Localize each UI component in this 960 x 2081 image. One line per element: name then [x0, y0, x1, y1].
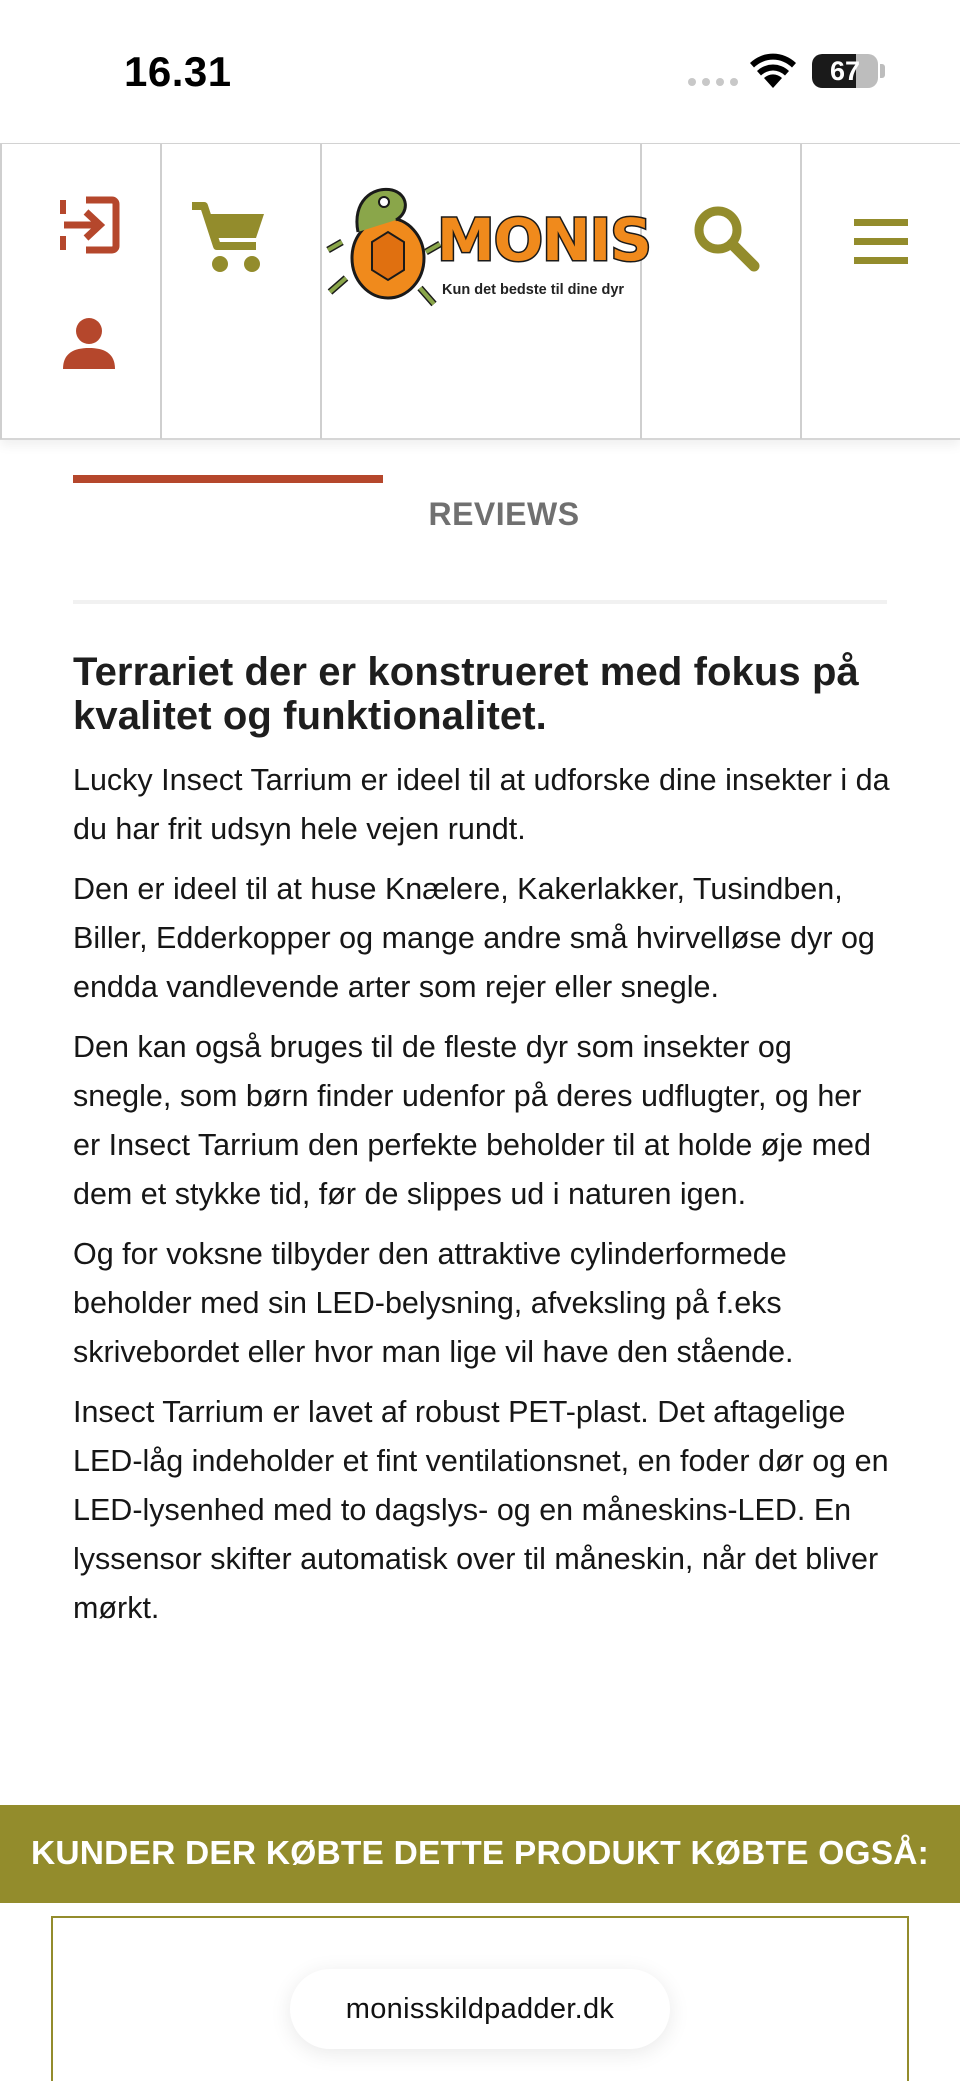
description-paragraph: Den er ideel til at huse Knælere, Kakerlakker, Tusindben, Biller, Edderkopper og mange andre små hvirvelløse dyr og endda vandlevende arter som rejer eller snegle.: [73, 872, 875, 1004]
menu-cell: [802, 144, 960, 439]
battery-tip: [880, 64, 885, 78]
cellular-signal-icon: [688, 78, 738, 86]
description-paragraph: Lucky Insect Tarrium er ideel til at udforske dine insekter i da du har frit udsyn hele vejen rundt.: [73, 763, 890, 846]
wifi-icon: [750, 52, 796, 90]
description-heading: Terrariet der er konstrueret med fokus på kvalitet og funktionalitet.: [73, 650, 859, 738]
browser-address-bar[interactable]: monisskildpadder.dk: [290, 1969, 670, 2049]
search-cell: [642, 144, 802, 439]
logo-cell[interactable]: [322, 144, 651, 439]
account-cell: [0, 144, 162, 439]
cart-icon[interactable]: [190, 200, 268, 278]
search-icon[interactable]: [692, 204, 760, 272]
tab-reviews[interactable]: REVIEWS: [428, 496, 580, 532]
status-bar: [0, 0, 960, 143]
logo-tagline: Kun det bedste til dine dyr: [442, 282, 625, 298]
user-icon[interactable]: [62, 316, 116, 370]
login-icon[interactable]: [60, 196, 120, 254]
site-header: [0, 143, 960, 440]
monis-logo[interactable]: [322, 182, 651, 312]
description-paragraph: Den kan også bruges til de fleste dyr som insekter og snegle, som børn finder udenfor på deres udflugter, og her er Insect Tarrium den perfekte beholder til at holde øje med dem et stykke tid, før de slippes ud i naturen igen.: [73, 1030, 871, 1211]
battery-icon: [812, 54, 878, 88]
description-paragraph: Og for voksne tilbyder den attraktive cylinderformede beholder med sin LED-belysning, afveksling på f.eks skrivebordet eller hvor man lige vil have den stående.: [73, 1237, 794, 1369]
turtle-logo-icon: [322, 182, 442, 312]
description-paragraph: Insect Tarrium er lavet af robust PET-plast. Det aftagelige LED-låg indeholder et fint ventilationsnet, en foder dør og en LED-lysenhed med to dagslys- og en måneskins-LED. En lyssensor skifter automatisk over til måneskin, når det bliver mørkt.: [73, 1395, 889, 1625]
active-tab-indicator: [73, 475, 383, 483]
product-description: [73, 650, 893, 1644]
tab-divider: [73, 600, 887, 604]
battery-percent: 67: [829, 56, 861, 86]
also-bought-banner: KUNDER DER KØBTE DETTE PRODUKT KØBTE OGSÅ:: [0, 1805, 960, 1903]
menu-icon[interactable]: [854, 219, 908, 265]
status-time: 16.31: [124, 48, 232, 95]
logo-wordmark: MONIS: [437, 206, 651, 274]
cart-cell: [162, 144, 322, 439]
